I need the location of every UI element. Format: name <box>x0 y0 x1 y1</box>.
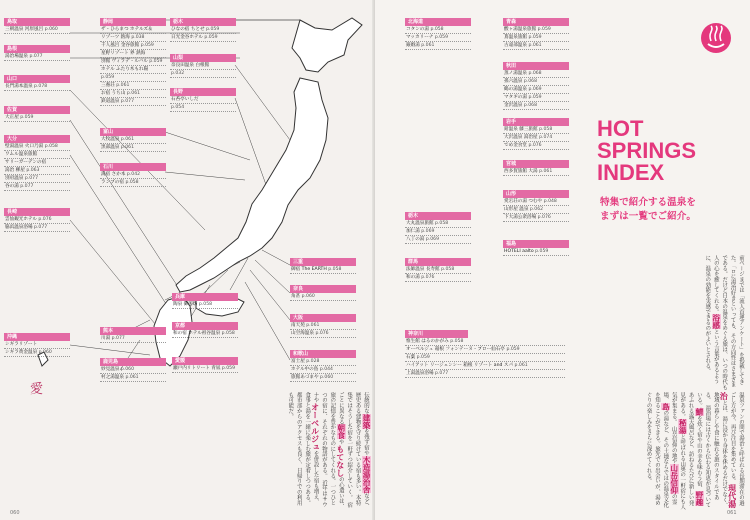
hokkaido-shape <box>292 18 362 72</box>
list-item[interactable]: 惟生館 はるのかがみ p.058 <box>405 338 565 346</box>
region-ehime <box>172 357 238 373</box>
region-kagoshima <box>100 358 166 382</box>
text-run: を併設した宿も増え、食事と湯を一緒に楽しむ旅が定着しつつある。都市部からのアクセスも良く、日帰りでの利用も可能だ。 <box>287 392 319 506</box>
list-item[interactable]: ワムル温泉旅館 <box>4 151 70 159</box>
text-run: を炊く宿や山の幸を味わう宿、 <box>695 415 702 492</box>
list-item[interactable]: 鉄道温泉 p.077 <box>100 98 166 106</box>
list-item[interactable]: 下大湯公衆浴場 p.076 <box>503 214 569 222</box>
list-item[interactable]: 大丸温泉旅館 p.058 <box>405 220 471 228</box>
region-header: 兵庫 <box>172 293 238 301</box>
highlight-word: 島 <box>661 402 671 411</box>
region-okinawa <box>4 333 70 357</box>
region-header: 鹿児島 <box>100 358 166 366</box>
text-run: の霊場、 <box>662 392 677 505</box>
list-item[interactable]: 八丁の湯 p.069 <box>405 236 471 244</box>
text-run: 温泉ファンの間で湯治と呼ばれる長期滞在の過ごし方が今、再び注目を集めている。 <box>729 392 744 506</box>
list-item[interactable]: 大正屋 p.059 <box>4 114 70 122</box>
text-run: 前ページまでは「流人首運アンケート」を掲載してきた。「ロに湯治好きといっても、その方向性はさまざまである。だけど日本の温泉をめぐる旅は、いつの時代も人の心を癒してくれる。 <box>712 255 744 390</box>
list-item[interactable]: 黒部温泉 p.061 <box>100 144 166 152</box>
region-header: 長野 <box>170 88 236 96</box>
region-oita <box>4 135 70 191</box>
highlight-word: 建築 <box>362 413 371 429</box>
intro-column <box>585 255 745 390</box>
list-item[interactable]: 加仁湯 p.069 <box>405 228 471 236</box>
region-nagasaki <box>4 208 70 232</box>
region-header: 佐賀 <box>4 106 70 114</box>
list-item[interactable]: 星野リゾート 界 熱海 <box>100 50 166 58</box>
text-run: を残す宿や <box>363 428 369 456</box>
hot-spring-icon <box>700 22 732 54</box>
list-item[interactable]: 山形屋 温泉 p.062 <box>503 206 569 214</box>
list-item[interactable]: 奈良田温泉 白根館 <box>170 62 236 70</box>
region-nagano <box>170 88 236 112</box>
list-item[interactable]: 南天苑 p.061 <box>290 322 356 330</box>
text-run: と呼ばれる山奥の一軒宿にも人気が集まる。 <box>670 392 686 510</box>
region-header: 三重 <box>290 258 356 266</box>
list-item[interactable]: マタギの湯 p.059 <box>503 94 569 102</box>
list-item[interactable]: 別府温泉 p.077 <box>4 175 70 183</box>
column-section-0 <box>704 255 744 390</box>
list-item[interactable]: 酸ヶ湯温泉旅館 p.059 <box>503 26 569 34</box>
region-ishikawa <box>100 163 166 187</box>
highlight-word: 野趣 <box>694 491 704 507</box>
region-tochigi-1 <box>170 18 236 42</box>
list-item[interactable]: ザ・ひらまつ ホテルズ＆ <box>100 26 166 34</box>
text-run: という言葉があるように、温泉の効能を実感できるのがよいとされる。 <box>704 255 719 384</box>
page-number-left: 060 <box>10 510 20 516</box>
list-item[interactable]: ハイアット リージェンシー 箱根 リゾート and スパ p.061 <box>405 362 565 370</box>
list-item[interactable]: 御宿 The EARTH p.058 <box>290 266 356 274</box>
region-header: 神奈川 <box>405 330 468 338</box>
column-section-6 <box>346 392 369 509</box>
list-item[interactable]: 鶴の湯温泉 p.069 <box>503 86 569 94</box>
list-item[interactable]: 湯治場温泉 p.077 <box>4 53 70 61</box>
list-item[interactable]: 大沢温泉 湯治屋 p.074 <box>503 134 569 142</box>
text-run: 山岳信仰の地や <box>670 426 677 464</box>
page-subtitle: 特集で紹介する温泉を まずは一覧でご紹介。 <box>600 197 696 222</box>
region-header: 島根 <box>4 45 70 53</box>
list-item[interactable]: 長門湯本温泉 p.078 <box>4 83 70 91</box>
list-item[interactable]: 西多賀旅館 大湯 p.061 <box>503 168 569 176</box>
region-header: 岩手 <box>503 118 569 126</box>
text-run: 湯治場には古くから伝わる知恵が息づいている。 <box>695 392 711 508</box>
region-aomori <box>503 18 569 50</box>
list-item[interactable]: サリーガーデンの宿 <box>4 159 70 167</box>
list-item[interactable]: 雲仙観光ホテル p.076 <box>4 216 70 224</box>
list-item[interactable]: p.059 <box>100 74 166 82</box>
region-saga <box>4 106 70 122</box>
region-yamaguchi <box>4 75 70 91</box>
region-header: 熊本 <box>100 327 166 335</box>
region-akita <box>503 62 569 110</box>
list-item[interactable]: 湯治 柳屋 p.063 <box>4 167 70 175</box>
region-gunma <box>405 258 471 282</box>
list-item[interactable]: 妙見温泉 p.060 <box>100 366 166 374</box>
list-item[interactable]: 村之湯温泉 p.061 <box>100 374 166 382</box>
region-osaka <box>290 314 356 338</box>
list-item[interactable]: 日光金谷ホテル p.059 <box>170 34 236 42</box>
list-item[interactable]: 谷の湯 p.077 <box>4 183 70 191</box>
region-header: 石川 <box>100 163 166 171</box>
region-header: 福島 <box>503 240 569 248</box>
list-item[interactable]: 銀婚湯 p.061 <box>405 42 471 50</box>
text-run: とは、湯に浸かり身体を休めるだけでなく、地域の暮らしや食に触れる旅のスタイルである。 <box>704 392 728 508</box>
list-item[interactable]: お宿 うち山 p.061 <box>100 90 166 98</box>
list-item[interactable]: 千人風呂 金谷旅館 p.059 <box>100 42 166 50</box>
region-yamanashi <box>170 54 236 78</box>
region-tochigi-2 <box>405 212 471 244</box>
list-item[interactable]: 古遠部温泉 p.061 <box>503 42 569 50</box>
list-item[interactable]: 和の宿 ホテル祖谷温泉 p.058 <box>172 330 238 338</box>
text-run: の湯など、その土地ならではの温泉文化を知ることができる。旅先での出会いが、湯めぐりの楽しみをさらに深めてくれる。 <box>645 392 669 508</box>
list-item[interactable]: 金沢温泉 p.068 <box>503 102 569 110</box>
highlight-word: 秘湯 <box>678 419 688 434</box>
list-item[interactable]: ランプの宿 p.058 <box>100 179 166 187</box>
region-kumamoto <box>100 327 166 343</box>
list-item[interactable]: リゾーツ 熱海 p.038 <box>100 34 166 42</box>
region-header: 山口 <box>4 75 70 83</box>
text-run: 伝統的な <box>363 392 369 414</box>
region-header: 長崎 <box>4 208 70 216</box>
list-item[interactable]: マッカリーナ p.059 <box>405 34 471 42</box>
ai-mark: 愛 <box>30 382 44 397</box>
list-item[interactable]: p.032 <box>170 70 236 78</box>
text-run: や <box>337 439 344 445</box>
list-item[interactable]: ホテル中の島 p.044 <box>290 366 356 374</box>
list-item[interactable]: 陶泉 御所坊 p.058 <box>172 301 238 309</box>
page-number-right: 061 <box>727 510 737 516</box>
region-header: 大分 <box>4 135 70 143</box>
list-item[interactable]: 蒸ノ湯温泉 p.068 <box>503 70 569 78</box>
list-item[interactable]: 壁湯温泉 火口乃湯 p.058 <box>4 143 70 151</box>
region-header: 沖縄 <box>4 333 70 341</box>
list-item[interactable]: 別館 ヴィラデ・ルバル p.059 <box>100 58 166 66</box>
text-run: あふれる露天風呂など、訪ねるたびに新しい発見がある。 <box>679 392 694 506</box>
list-item[interactable]: 脇浜温泉浴場 p.077 <box>4 224 70 232</box>
region-header: 宮城 <box>503 160 569 168</box>
list-item[interactable]: 山空海温泉 p.076 <box>290 330 356 338</box>
highlight-word: オーベルジュ <box>310 402 321 451</box>
list-item[interactable]: シギラリゾート <box>4 341 70 349</box>
region-hyogo <box>172 293 238 309</box>
region-header: 栃木 <box>170 18 236 26</box>
article-column-right <box>383 392 745 510</box>
text-run: の心遣いは、旅の記憶を豊かなものにしてくれる。一つひとつの宿に、それぞれの物語がある。 <box>320 392 344 510</box>
list-item[interactable]: HOTELI aalto p.059 <box>503 248 569 256</box>
list-item[interactable]: 石葉 p.059 <box>405 354 565 362</box>
region-header: 鳥取 <box>4 18 70 26</box>
region-header: 愛媛 <box>172 357 238 365</box>
list-item[interactable]: 富士屋 p.028 <box>290 358 356 366</box>
list-item[interactable]: シギラ黄金温泉 p.060 <box>4 349 70 357</box>
region-kyoto <box>172 322 238 338</box>
region-header: 山形 <box>503 190 569 198</box>
text-run: など、歴史ある建物を守り続けている宿も多い。本特集ではそうした宿を一軒ずつ紹介していく。 <box>346 392 369 510</box>
region-tottori <box>4 18 70 34</box>
list-item[interactable]: 瀬戸内リトリート 青凪 p.059 <box>172 365 238 373</box>
region-header: 群馬 <box>405 258 471 266</box>
region-header: 青森 <box>503 18 569 26</box>
list-item[interactable]: 湯宿 さか本 p.042 <box>100 171 166 179</box>
list-item[interactable]: 三朝温泉 河原風呂 p.060 <box>4 26 70 34</box>
region-header: 大阪 <box>290 314 356 322</box>
list-item[interactable]: p.054 <box>170 104 236 112</box>
region-header: 秋田 <box>503 62 569 70</box>
list-item[interactable]: オーベルジュ 箱根 フォンテーヌ・ブロー仙石亭 p.059 <box>405 346 565 354</box>
list-item[interactable]: 鉛温泉 藤三旅館 p.058 <box>503 126 569 134</box>
page-title: HOT SPRINGS INDEX <box>597 116 697 185</box>
list-item[interactable]: 和の湯 p.076 <box>405 274 471 282</box>
region-header: 北海道 <box>405 18 471 26</box>
list-item[interactable]: 蔦温泉旅館 p.059 <box>503 34 569 42</box>
list-item[interactable]: ホテル ふたり木もれ陽 <box>100 66 166 74</box>
region-header: 和歌山 <box>290 350 356 358</box>
text-run: 宿ごとに異なる <box>337 392 353 508</box>
right-page <box>375 0 750 520</box>
region-kanagawa <box>405 330 565 378</box>
region-header: 山梨 <box>170 54 236 62</box>
highlight-word: 鯖 <box>694 408 704 416</box>
highlight-word: もてなし <box>335 444 346 477</box>
region-fukushima <box>503 240 569 256</box>
highlight-word: 木造湯治舎 <box>362 455 371 494</box>
region-header: 静岡 <box>100 18 166 26</box>
list-item[interactable]: 孫六温泉 p.068 <box>503 78 569 86</box>
region-wakayama <box>290 350 356 382</box>
list-item[interactable]: 川湯 p.077 <box>100 335 166 343</box>
highlight-word: 浴感 <box>711 314 721 330</box>
region-hokkaido <box>405 18 471 50</box>
region-yamagata <box>503 190 569 222</box>
region-toyama <box>100 128 166 152</box>
list-item[interactable]: 旅館あづまや p.060 <box>290 374 356 382</box>
region-shizuoka <box>100 18 166 106</box>
list-item[interactable]: ひなの宿 ちとせ p.059 <box>170 26 236 34</box>
highlight-word: 現代湯治 <box>719 392 738 508</box>
list-item[interactable]: 石苔亭いしだ <box>170 96 236 104</box>
text-run: 近年はサウナや <box>312 392 327 508</box>
list-item[interactable]: 角甚 p.060 <box>290 293 356 301</box>
region-header: 奈良 <box>290 285 356 293</box>
region-iwate <box>503 118 569 150</box>
article-column-left <box>10 392 370 510</box>
region-header: 富山 <box>100 128 166 136</box>
list-item[interactable]: 三養荘 p.061 <box>100 82 166 90</box>
list-item[interactable]: でめ金食堂 p.076 <box>503 142 569 150</box>
highlight-word: 山岳信仰 <box>669 463 679 494</box>
list-item[interactable]: 大牧温泉 p.061 <box>100 136 166 144</box>
region-nara <box>290 285 356 301</box>
region-shimane <box>4 45 70 61</box>
region-mie <box>290 258 356 274</box>
region-miyagi <box>503 160 569 176</box>
list-item[interactable]: 愛宕荘の湯 つむや p.048 <box>503 198 569 206</box>
region-header: 京都 <box>172 322 238 330</box>
list-item[interactable]: コタンの湯 p.058 <box>405 26 471 34</box>
region-header: 栃木 <box>405 212 471 220</box>
list-item[interactable]: 上湯温泉浴場 p.077 <box>405 370 565 378</box>
highlight-word: 朝食 <box>336 424 346 440</box>
list-item[interactable]: 法師温泉 長寿館 p.058 <box>405 266 471 274</box>
